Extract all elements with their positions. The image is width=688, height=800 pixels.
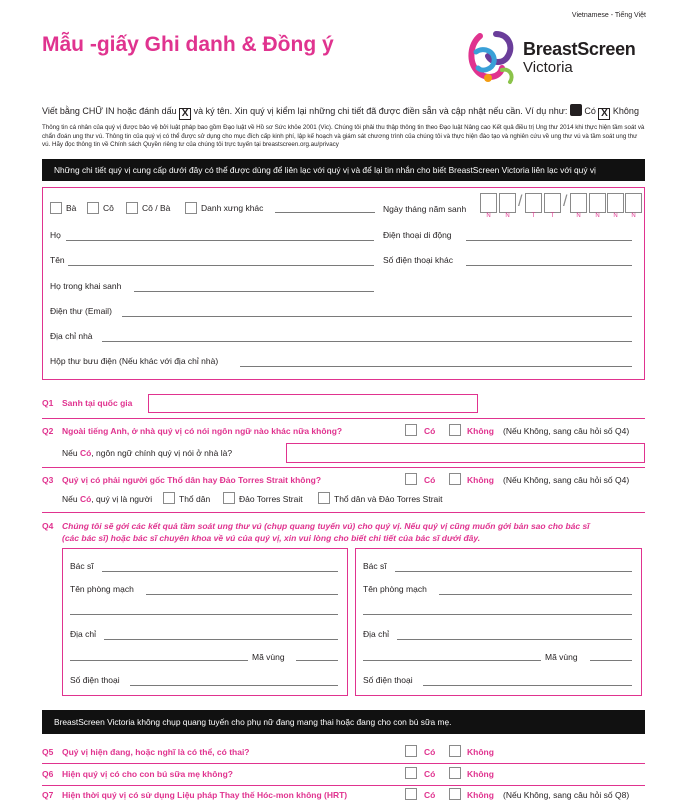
q3-aboriginal-label: Thổ dân: [179, 494, 211, 504]
logo-swirl-icon: [466, 28, 522, 88]
q2-no-checkbox[interactable]: [449, 424, 461, 436]
q4-address-2-field[interactable]: [397, 639, 632, 640]
x-mark-example-icon-2: X: [598, 108, 610, 120]
q3-no-checkbox[interactable]: [449, 473, 461, 485]
q1-text: Sanh tại quốc gia: [62, 398, 133, 408]
q2-skip-note: (Nếu Không, sang câu hỏi số Q4): [503, 426, 630, 436]
birth-surname-field[interactable]: [134, 291, 374, 292]
q7-no-checkbox[interactable]: [449, 788, 461, 800]
mobile-field[interactable]: [466, 240, 632, 241]
q6-divider: [42, 785, 645, 786]
q3-both-label: Thổ dân và Đảo Torres Strait: [334, 494, 443, 504]
q4-address-2-label: Địa chỉ: [363, 629, 389, 639]
q6-text: Hiện quý vị có cho con bú sữa mẹ không?: [62, 769, 233, 779]
title-ba-checkbox[interactable]: [50, 202, 62, 214]
dob-cell[interactable]: [607, 193, 624, 213]
q7-number: Q7: [42, 790, 54, 800]
dob-hint: T: [531, 213, 536, 219]
q7-yes-checkbox[interactable]: [405, 788, 417, 800]
instructions-after: và ký tên. Xin quý vị kiểm lại những chi tiết đã được điền sẵn và cập nhật nếu cần. Ví dụ như:: [193, 106, 568, 116]
q3-skip-note: (Nếu Không, sang câu hỏi số Q4): [503, 475, 630, 485]
q3-torres-label: Đảo Torres Strait: [239, 494, 303, 504]
q4-clinic-1-label: Tên phòng mạch: [70, 584, 134, 594]
q7-text: Hiện thời quý vị có sử dụng Liệu pháp Thay thế Hóc-mon không (HRT): [62, 790, 348, 800]
q4-address-2-field-2[interactable]: [363, 660, 541, 661]
title-other-field[interactable]: [275, 212, 375, 213]
q1-number: Q1: [42, 398, 54, 408]
q6-no-label: Không: [467, 769, 494, 779]
q3-followup-post: , quý vị là người: [91, 494, 153, 504]
form-title: Mẫu -giấy Ghi danh & Đồng ý: [42, 33, 334, 56]
q5-yes-label: Có: [424, 747, 436, 757]
logo-name: BreastScreen: [523, 39, 636, 59]
instructions-line: [42, 104, 639, 120]
dob-cell[interactable]: [480, 193, 497, 213]
dob-hint: N: [486, 213, 491, 219]
postal-field[interactable]: [240, 366, 632, 367]
q5-number: Q5: [42, 747, 54, 757]
surname-field[interactable]: [66, 240, 374, 241]
title-co-ba-label: Cô / Bà: [142, 203, 171, 213]
q6-no-checkbox[interactable]: [449, 767, 461, 779]
email-field[interactable]: [122, 316, 632, 317]
logo-sub: Victoria: [523, 59, 573, 76]
q3-followup-yes: Có: [79, 494, 92, 504]
dob-hint: N: [576, 213, 581, 219]
dob-cell[interactable]: [589, 193, 606, 213]
q4-doctor-1-field[interactable]: [102, 571, 338, 572]
dob-hint: T: [550, 213, 555, 219]
q3-number: Q3: [42, 475, 54, 485]
dob-label: Ngày tháng năm sanh: [383, 204, 467, 214]
q3-text: Quý vị có phải người gốc Thổ dân hay Đảo Torres Strait không?: [62, 475, 322, 485]
given-name-label: Tên: [50, 255, 65, 265]
q4-clinic-2-label: Tên phòng mạch: [363, 584, 427, 594]
q2-followup: [62, 448, 232, 458]
pregnancy-banner: BreastScreen Victoria không chụp quang tuyến cho phụ nữ đang mang thai hoặc đang cho con bú sữa mẹ.: [42, 710, 645, 734]
other-phone-field[interactable]: [466, 265, 632, 266]
q4-address-1-field[interactable]: [104, 639, 338, 640]
q4-phone-1-field[interactable]: [130, 685, 338, 686]
q6-number: Q6: [42, 769, 54, 779]
q3-followup: [62, 494, 152, 504]
dob-hint: N: [613, 213, 618, 219]
q4-phone-2-label: Số điện thoại: [363, 675, 413, 685]
q5-text: Quý vị hiện đang, hoặc nghĩ là có thể, có thai?: [62, 747, 250, 757]
q5-no-checkbox[interactable]: [449, 745, 461, 757]
dob-slash: /: [518, 193, 523, 210]
q3-no-label: Không: [467, 475, 494, 485]
dob-cell[interactable]: [525, 193, 542, 213]
x-mark-example-icon: X: [179, 108, 191, 120]
dob-hint: N: [505, 213, 510, 219]
language-tag: Vietnamese - Tiếng Việt: [571, 12, 646, 19]
q4-postcode-2-field[interactable]: [590, 660, 632, 661]
q2-yes-label: Có: [424, 426, 436, 436]
q4-text-line2: (các bác sĩ) hoặc bác sĩ chuyên khoa về vú của quý vị, xin vui lòng cho biết chi tiết của bác sĩ dưới đây.: [62, 533, 481, 543]
q4-postcode-1-label: Mã vùng: [252, 652, 285, 662]
q2-yes-checkbox[interactable]: [405, 424, 417, 436]
dob-cell[interactable]: [499, 193, 516, 213]
dob-hint: N: [631, 213, 636, 219]
q1-divider: [42, 418, 645, 419]
address-field[interactable]: [102, 341, 632, 342]
q4-clinic-2-field-2[interactable]: [363, 614, 632, 615]
dob-hint: N: [595, 213, 600, 219]
q4-doctor-2-label: Bác sĩ: [363, 561, 387, 571]
dob-cell[interactable]: [544, 193, 561, 213]
title-co-checkbox[interactable]: [87, 202, 99, 214]
q4-clinic-1-field-2[interactable]: [70, 614, 338, 615]
q3-torres-checkbox[interactable]: [223, 492, 235, 504]
filled-checkbox-example-icon: [570, 104, 582, 116]
title-other-label: Danh xưng khác: [201, 203, 264, 213]
q2-no-label: Không: [467, 426, 494, 436]
email-label: Điện thư (Email): [50, 306, 112, 316]
dob-slash: /: [563, 193, 568, 210]
q7-no-label: Không: [467, 790, 494, 800]
postal-label: Hộp thư bưu điện (Nếu khác với địa chỉ nhà): [50, 356, 219, 366]
q3-followup-pre: Nếu: [62, 494, 80, 504]
privacy-notice: Thông tin cá nhân của quý vị được bảo vệ bởi luật pháp bao gồm Đạo luật về Hồ sơ Sức khỏe 2001 (Vic). Chúng tôi phải thu thập thông tin theo Đạo luật Nâng cao Kết quả điều trị Ung thư 2014 khi thực hiện tầm soát và chẩn đoán ung thư vú. Thông tin của quý vị có thể được sử dụng cho mục đích cấp kinh phí, lập kế hoạch và giám sát chương trình của chúng tôi và thực hiện đào tạo và nghiên cứu về ung thư vú và tầm soát ung thư vú. Hãy đọc thông tin về Chính sách Quyền riêng tư của chúng tôi trực tuyến tại breastscreen.org.au/privacy: [42, 124, 645, 149]
contact-banner: Những chi tiết quý vị cung cấp dưới đây có thể được dùng để liên lạc với quý vị và để lại tin nhắn cho biết BreastScreen Victoria liên lạc với quý vị: [42, 159, 645, 181]
surname-label: Họ: [50, 230, 61, 240]
q4-doctor-1-label: Bác sĩ: [70, 561, 94, 571]
q4-postcode-2-label: Mã vùng: [545, 652, 578, 662]
q4-clinic-1-field[interactable]: [146, 594, 338, 595]
title-ba-label: Bà: [66, 203, 77, 213]
q1-country-field[interactable]: [148, 394, 478, 413]
q3-yes-label: Có: [424, 475, 436, 485]
q3-aboriginal-checkbox[interactable]: [163, 492, 175, 504]
q2-divider: [42, 467, 645, 468]
birth-surname-label: Họ trong khai sanh: [50, 281, 122, 291]
q3-yes-checkbox[interactable]: [405, 473, 417, 485]
title-other-checkbox[interactable]: [185, 202, 197, 214]
q4-doctor-2-field[interactable]: [395, 571, 632, 572]
q4-address-1-label: Địa chỉ: [70, 629, 96, 639]
q4-clinic-2-field[interactable]: [439, 594, 632, 595]
q5-no-label: Không: [467, 747, 494, 757]
breastscreen-logo: [466, 28, 656, 88]
title-co-ba-checkbox[interactable]: [126, 202, 138, 214]
dob-cell[interactable]: [625, 193, 642, 213]
q7-yes-label: Có: [424, 790, 436, 800]
q2-followup-yes: Có: [79, 448, 92, 458]
given-name-field[interactable]: [68, 265, 374, 266]
q4-number: Q4: [42, 521, 54, 531]
q7-skip-note: (Nếu Không, sang câu hỏi số Q8): [503, 790, 630, 800]
no-example-label: Không: [612, 106, 639, 116]
q4-text-line1: Chúng tôi sẽ gởi các kết quả tầm soát ung thư vú (chụp quang tuyến vú) cho quý vị. Nếu quý vị cũng muốn gởi bản sao cho bác sĩ: [62, 521, 590, 531]
q3-divider: [42, 512, 645, 513]
q2-followup-pre: Nếu: [62, 448, 80, 458]
q6-yes-label: Có: [424, 769, 436, 779]
q4-postcode-1-field[interactable]: [296, 660, 338, 661]
q3-both-checkbox[interactable]: [318, 492, 330, 504]
q4-phone-2-field[interactable]: [423, 685, 632, 686]
q2-number: Q2: [42, 426, 54, 436]
q2-text: Ngoài tiếng Anh, ở nhà quý vị có nói ngôn ngữ nào khác nữa không?: [62, 426, 343, 436]
q5-divider: [42, 763, 645, 764]
other-phone-label: Số điện thoại khác: [383, 255, 453, 265]
yes-example-label: Có: [584, 106, 596, 116]
q2-followup-post: , ngôn ngữ chính quý vị nói ở nhà là?: [91, 448, 233, 458]
q4-address-1-field-2[interactable]: [70, 660, 248, 661]
q5-yes-checkbox[interactable]: [405, 745, 417, 757]
q2-language-field[interactable]: [286, 443, 645, 463]
dob-cell[interactable]: [570, 193, 587, 213]
q4-phone-1-label: Số điện thoại: [70, 675, 120, 685]
mobile-label: Điện thoại di động: [383, 230, 452, 240]
title-co-label: Cô: [103, 203, 114, 213]
q6-yes-checkbox[interactable]: [405, 767, 417, 779]
instructions-before: Viết bằng CHỮ IN hoặc đánh dấu: [42, 106, 177, 116]
address-label: Địa chỉ nhà: [50, 331, 93, 341]
